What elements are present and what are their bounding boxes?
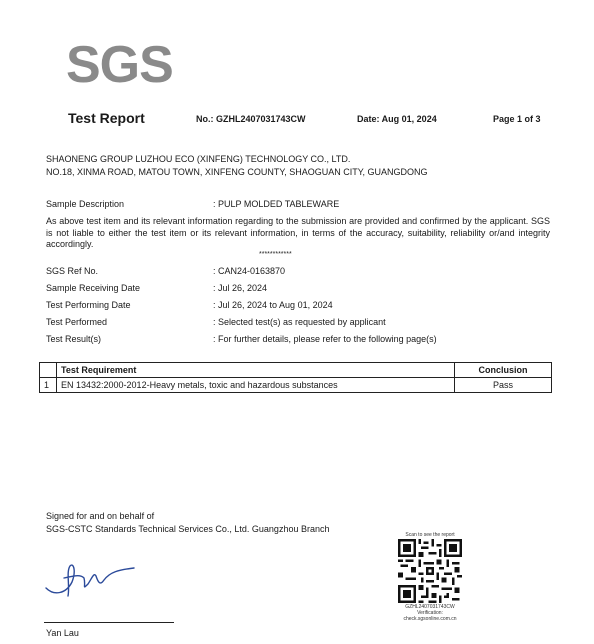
table-header-no	[40, 363, 57, 378]
sgs-logo	[66, 36, 173, 94]
field-label-performing-date: Test Performing Date	[46, 300, 131, 310]
signed-on-behalf	[46, 510, 329, 536]
signature-line	[44, 622, 174, 623]
signed-line-2: SGS-CSTC Standards Technical Services Co., Ltd. Guangzhou Branch	[46, 524, 330, 534]
table-header-conclusion: Conclusion	[455, 363, 552, 378]
qr-report-code: GZHL2407031743CW	[405, 604, 455, 610]
applicant-address: NO.18, XINMA ROAD, MATOU TOWN, XINFENG COUNTY, SHAOGUAN CITY, GUANGDONG	[46, 167, 428, 177]
table-cell-no: 1	[40, 378, 57, 393]
signatory-name: Yan Lau	[46, 628, 79, 638]
field-value-performing-date: : Jul 26, 2024 to Aug 01, 2024	[213, 300, 333, 310]
sample-description-label: Sample Description	[46, 199, 125, 209]
sgs-logo-text: SGS	[66, 36, 173, 94]
table-cell-requirement: EN 13432:2000-2012-Heavy metals, toxic and hazardous substances	[57, 378, 455, 393]
field-label-receiving-date: Sample Receiving Date	[46, 283, 141, 293]
table-header-row	[40, 363, 552, 378]
test-requirement-table	[39, 362, 552, 393]
table-header-requirement: Test Requirement	[57, 363, 455, 378]
separator-stars: ************	[259, 251, 292, 258]
disclaimer-paragraph: As above test item and its relevant information regarding to the submission are provided and confirmed by the applicant. SGS is not liable to either the test item or its relevant information, in terms of the accuracy, suitability, reliability or/and integrity accordingly.	[46, 216, 550, 249]
qr-code-icon[interactable]	[398, 539, 462, 603]
qr-verification-label: Verification:	[417, 610, 443, 616]
qr-caption-top: Scan to see the report	[405, 532, 455, 538]
verification-qr-block	[395, 532, 465, 622]
sample-description-value: : PULP MOLDED TABLEWARE	[213, 199, 340, 209]
field-value-test-results: : For further details, please refer to the following page(s)	[213, 334, 437, 344]
applicant-block	[46, 153, 428, 179]
qr-verification-site[interactable]: check.sgsonline.com.cn	[403, 616, 457, 622]
report-number: No.: GZHL2407031743CW	[196, 114, 306, 124]
signed-line-1: Signed for and on behalf of	[46, 511, 155, 521]
page-indicator: Page 1 of 3	[493, 114, 541, 124]
handwritten-signature	[44, 556, 144, 600]
field-value-receiving-date: : Jul 26, 2024	[213, 283, 268, 293]
applicant-name: SHAONENG GROUP LUZHOU ECO (XINFENG) TECHNOLOGY CO., LTD.	[46, 154, 351, 164]
report-title: Test Report	[68, 110, 145, 126]
field-value-ref-no: : CAN24-0163870	[213, 266, 286, 276]
field-label-test-performed: Test Performed	[46, 317, 108, 327]
field-label-ref-no: SGS Ref No.	[46, 266, 99, 276]
table-row	[40, 378, 552, 393]
report-date: Date: Aug 01, 2024	[357, 114, 437, 124]
field-label-test-results: Test Result(s)	[46, 334, 102, 344]
table-cell-conclusion: Pass	[455, 378, 552, 393]
field-value-test-performed: : Selected test(s) as requested by applicant	[213, 317, 386, 327]
